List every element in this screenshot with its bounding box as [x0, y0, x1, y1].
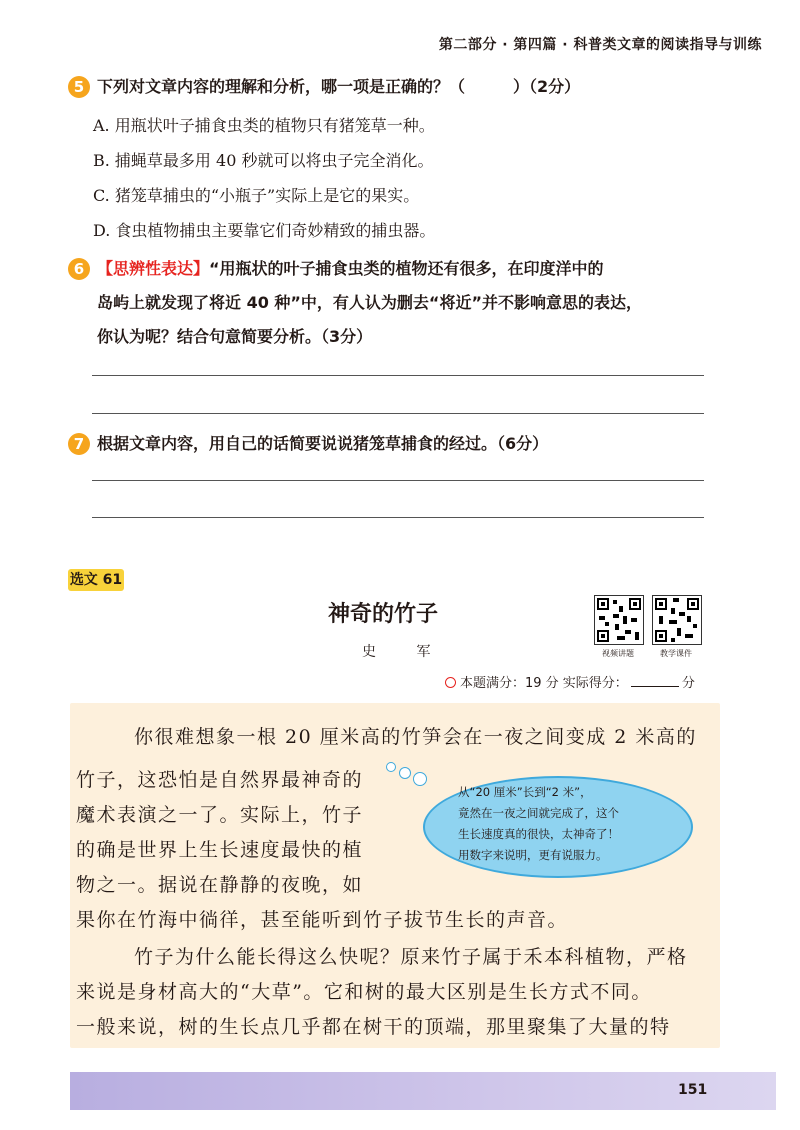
answer-line[interactable]: [92, 413, 704, 414]
qr-label-video: 视频讲题: [602, 649, 634, 658]
qr-code-video[interactable]: [594, 595, 644, 645]
question-6-number: 6: [68, 258, 90, 280]
option-c: C. 猪笼草捕虫的“小瓶子”实际上是它的果实。: [93, 186, 420, 205]
footer-band: [70, 1072, 776, 1110]
passage-line: 果你在竹海中徜徉，甚至能听到竹子拔节生长的声音。: [76, 909, 569, 931]
thought-bubble-medium: [399, 767, 411, 779]
score-input[interactable]: [631, 686, 679, 687]
annotation-text: [458, 782, 658, 866]
question-6-line-1: [97, 252, 604, 286]
score-label: 本题满分：19 分 实际得分：: [460, 676, 628, 691]
question-5-number: 5: [68, 76, 90, 98]
clock-icon: [445, 677, 456, 688]
passage-line: 一般来说，树的生长点几乎都在树干的顶端，那里聚集了大量的特: [76, 1016, 671, 1038]
option-a: A. 用瓶状叶子捕食虫类的植物只有猪笼草一种。: [93, 116, 435, 135]
passage-line: 魔术表演之一了。实际上，竹子: [76, 804, 364, 826]
thought-bubble-large: [413, 772, 427, 786]
question-7-number: 7: [68, 433, 90, 455]
answer-line[interactable]: [92, 480, 704, 481]
option-d: D. 食虫植物捕虫主要靠它们奇妙精致的捕虫器。: [93, 221, 436, 240]
qr-code-courseware[interactable]: [652, 595, 702, 645]
annotation-line: 用数字来说明，更有说服力。: [458, 848, 608, 862]
annotation-line: 从“20 厘米”长到“2 米”，: [458, 785, 592, 799]
question-7-text: 根据文章内容，用自己的话简要说说猪笼草捕食的经过。（6分）: [97, 434, 549, 453]
question-6-line-2: 岛屿上就发现了将近 40 种”中，有人认为删去“将近”并不影响意思的表达，: [97, 293, 642, 312]
passage-line: 你很难想象一根 20 厘米高的竹笋会在一夜之间变成 2 米高的: [134, 726, 697, 748]
question-5-points: ）（2分）: [513, 77, 581, 96]
passage-line: 的确是世界上生长速度最快的植: [76, 839, 364, 861]
qr-label-courseware: 教学课件: [660, 649, 692, 658]
passage-line: 竹子，这恐怕是自然界最神奇的: [76, 769, 364, 791]
passage-line: 来说是身材高大的“大草”。它和树的最大区别是生长方式不同。: [76, 981, 652, 1003]
answer-line[interactable]: [92, 517, 704, 518]
question-5-text: [97, 70, 580, 104]
question-6-line-3: 你认为呢？结合句意简要分析。（3分）: [97, 327, 373, 346]
passage-line: 物之一。据说在静静的夜晚，如: [76, 874, 364, 896]
question-6-line-1-text: “用瓶状的叶子捕食虫类的植物还有很多，在印度洋中的: [209, 259, 604, 278]
score-line: [445, 672, 695, 691]
annotation-line: 竟然在一夜之间就完成了，这个: [458, 806, 619, 820]
question-6-tag: 【思辨性表达】: [97, 259, 210, 278]
passage-line: 竹子为什么能长得这么快呢？原来竹子属于禾本科植物，严格: [134, 946, 688, 968]
annotation-line: 生长速度真的很快，太神奇了！: [458, 827, 619, 841]
answer-line[interactable]: [92, 375, 704, 376]
page-number: 151: [678, 1082, 708, 1098]
page-header: 第二部分 · 第四篇 · 科普类文章的阅读指导与训练: [438, 37, 762, 53]
option-b: B. 捕蝇草最多用 40 秒就可以将虫子完全消化。: [93, 151, 434, 170]
thought-bubble-small: [386, 762, 396, 772]
article-title: 神奇的竹子: [327, 602, 438, 627]
selection-badge: 选文 61: [68, 569, 124, 591]
article-author: 史 军: [362, 644, 449, 660]
score-unit: 分: [681, 676, 695, 691]
question-5-prompt: 下列对文章内容的理解和分析，哪一项是正确的？（: [97, 77, 466, 96]
